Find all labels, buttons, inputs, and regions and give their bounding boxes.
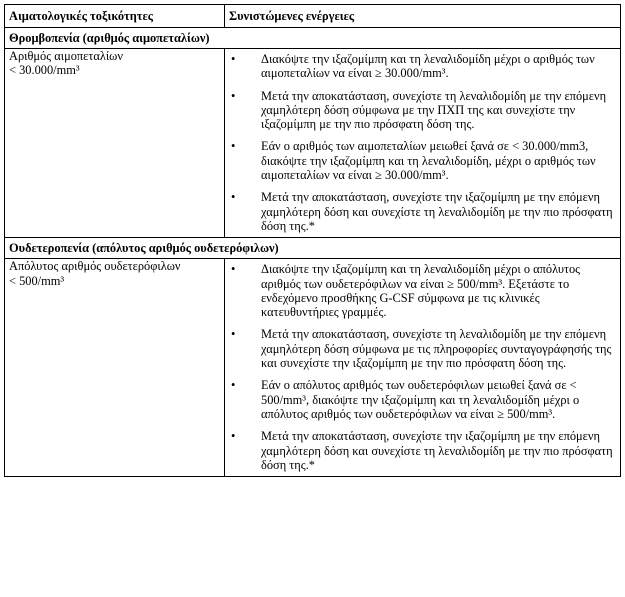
- action-text: Μετά την αποκατάσταση, συνεχίστε την ιξαζομίμπη με την επόμενη χαμηλότερη δόση και συνεχίστε τη λεναλιδομίδη με την πιο πρόσφατη δόση της.*: [261, 429, 613, 472]
- toxicity-table: [4, 4, 621, 477]
- list-item: [229, 378, 616, 421]
- bullet-icon: •: [231, 88, 236, 103]
- table-row: [5, 259, 621, 477]
- action-text: Διακόψτε την ιξαζομίμπη και τη λεναλιδομίδη μέχρι ο αριθμός των αιμοπεταλίων να είναι ≥ 30.000/mm³.: [261, 52, 595, 81]
- condition-cell: [5, 259, 225, 477]
- actions-cell: [225, 49, 621, 238]
- header-actions: Συνιστώμενες ενέργειες: [225, 5, 621, 28]
- action-text: Διακόψτε την ιξαζομίμπη και τη λεναλιδομίδη μέχρι ο απόλυτος αριθμός των ουδετερόφιλων να είναι ≥ 500/mm³. Εξετάστε το ενδεχόμενο προσθήκης G-CSF σύμφωνα με τις κλινικές κατευθυντήριες γραμμές.: [261, 262, 581, 320]
- header-row: [5, 5, 621, 28]
- bullet-icon: •: [231, 139, 236, 154]
- action-text: Εάν ο αριθμός των αιμοπεταλίων μειωθεί ξανά σε < 30.000/mm3, διακόψτε την ιξαζομίμπη και τη λεναλιδομίδη, μέχρι ο αριθμός των αιμοπεταλίων να είναι ≥ 30.000/mm³.: [261, 139, 596, 183]
- header-toxicities: Αιματολογικές τοξικότητες: [5, 5, 225, 28]
- section-row-thrombocytopenia: [5, 28, 621, 49]
- section-title: Θρομβοπενία (αριθμός αιμοπεταλίων): [5, 28, 621, 49]
- bullet-icon: •: [231, 378, 236, 393]
- list-item: [229, 327, 616, 370]
- section-title: Ουδετεροπενία (απόλυτος αριθμός ουδετερόφιλων): [5, 238, 621, 259]
- action-text: Μετά την αποκατάσταση, συνεχίστε τη λεναλιδομίδη με την επόμενη χαμηλότερη δόση σύμφωνα με τις πληροφορίες συνταγογράφησής της και συνεχίστε την ιξαζομίμπη με την πιο πρόσφατη δόση της.: [261, 327, 612, 371]
- actions-cell: [225, 259, 621, 477]
- action-text: Μετά την αποκατάσταση, συνεχίστε την ιξαζομίμπη με την επόμενη χαμηλότερη δόση και συνεχίστε τη λεναλιδομίδη με την πιο πρόσφατη δόση της.*: [261, 190, 613, 233]
- condition-threshold: < 500/mm³: [9, 273, 65, 288]
- condition-threshold: < 30.000/mm³: [9, 63, 80, 78]
- list-item: [229, 89, 616, 132]
- list-item: [229, 139, 616, 182]
- bullet-icon: •: [231, 190, 236, 205]
- bullet-icon: •: [231, 52, 236, 66]
- bullet-icon: •: [231, 327, 236, 342]
- section-row-neutropenia: [5, 238, 621, 259]
- condition-label: Απόλυτος αριθμός ουδετερόφιλων: [9, 259, 181, 274]
- list-item: [229, 52, 616, 81]
- action-text: Μετά την αποκατάσταση, συνεχίστε τη λεναλιδομίδη με την επόμενη χαμηλότερη δόση σύμφωνα με την ΠΧΠ της και συνεχίστε την ιξαζομίμπη με την πιο πρόσφατη δόση της.: [261, 88, 607, 132]
- action-text: Εάν ο απόλυτος αριθμός των ουδετερόφιλων μειωθεί ξανά σε < 500/mm³, διακόψτε την ιξαζομίμπη και τη λεναλιδομίδη μέχρι ο απόλυτος αριθμός των ουδετερόφιλων να είναι ≥ 500/mm³.: [261, 378, 580, 421]
- list-item: [229, 190, 616, 233]
- list-item: [229, 262, 616, 319]
- condition-cell: [5, 49, 225, 238]
- table-row: [5, 49, 621, 238]
- action-list: [229, 259, 616, 476]
- list-item: [229, 429, 616, 472]
- bullet-icon: •: [231, 429, 236, 444]
- bullet-icon: •: [231, 262, 236, 277]
- action-list: [229, 49, 616, 237]
- condition-label: Αριθμός αιμοπεταλίων: [9, 49, 123, 63]
